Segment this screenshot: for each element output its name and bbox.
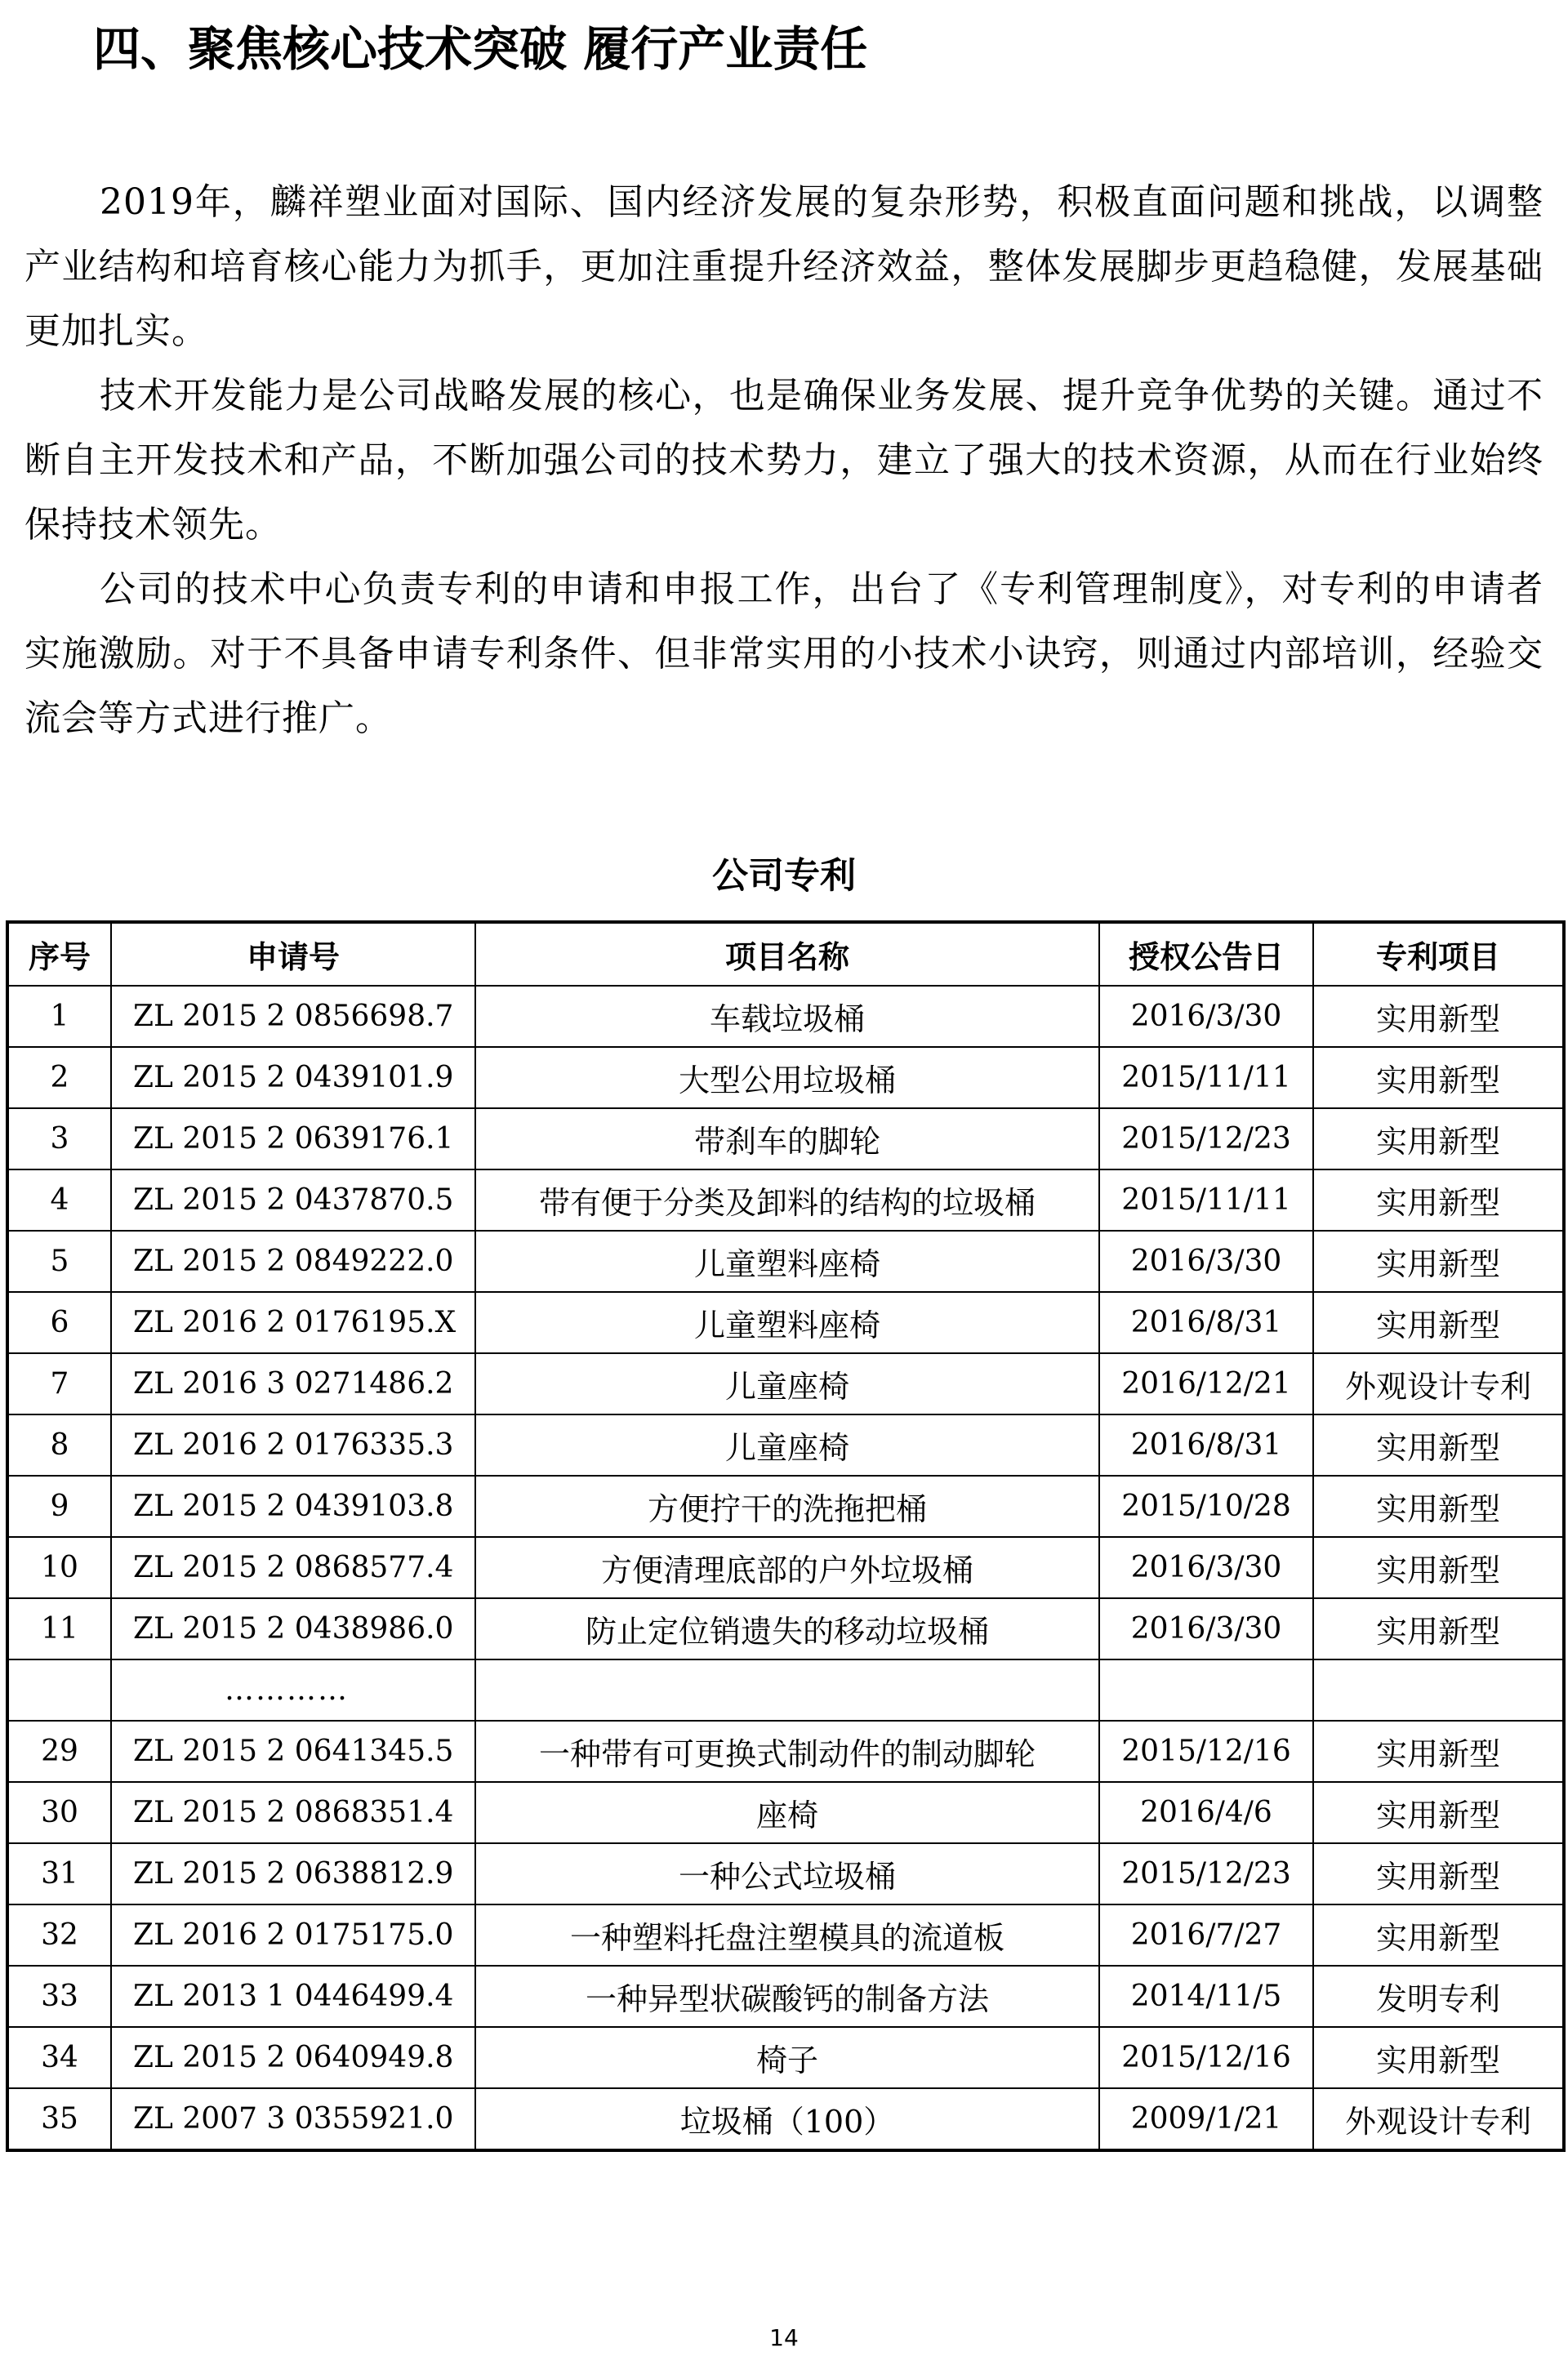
cell-grant-date: 2015/11/11 [1099,1047,1313,1108]
cell-application-number: ZL 2013 1 0446499.4 [111,1966,475,2027]
cell-application-number: ZL 2015 2 0439103.8 [111,1476,475,1537]
header-index: 序号 [7,922,111,986]
cell-patent-type: 实用新型 [1313,1721,1564,1782]
cell-index: 34 [7,2027,111,2088]
table-title: 公司专利 [712,855,856,897]
table-row [7,986,1564,1047]
cell-project-name: 儿童塑料座椅 [475,1231,1099,1292]
table-row [7,1169,1564,1231]
table-row [7,1231,1564,1292]
cell-project-name: 方便拧干的洗拖把桶 [475,1476,1099,1537]
cell-patent-type: 实用新型 [1313,1108,1564,1169]
cell-application-number: ZL 2015 2 0437870.5 [111,1169,475,1231]
cell-index: 2 [7,1047,111,1108]
cell-project-name: 儿童塑料座椅 [475,1292,1099,1353]
cell-patent-type: 实用新型 [1313,1169,1564,1231]
cell-grant-date: 2016/12/21 [1099,1353,1313,1414]
table-row [7,1414,1564,1476]
cell-patent-type: 实用新型 [1313,1904,1564,1966]
cell-grant-date: 2016/8/31 [1099,1414,1313,1476]
cell-patent-type: 实用新型 [1313,1414,1564,1476]
cell-patent-type: 实用新型 [1313,1047,1564,1108]
cell-grant-date: 2014/11/5 [1099,1966,1313,2027]
table-row [7,1966,1564,2027]
cell-grant-date: 2016/7/27 [1099,1904,1313,1966]
table-row [7,1843,1564,1904]
cell-patent-type: 实用新型 [1313,2027,1564,2088]
cell-project-name [475,1659,1099,1721]
table-row [7,1598,1564,1659]
cell-grant-date: 2015/10/28 [1099,1476,1313,1537]
body-text [24,170,1544,751]
cell-application-number: ZL 2015 2 0868351.4 [111,1782,475,1843]
cell-index [7,1659,111,1721]
table-row [7,2088,1564,2150]
section-heading: 四、聚焦核心技术突破 履行产业责任 [93,21,868,77]
cell-project-name: 大型公用垃圾桶 [475,1047,1099,1108]
cell-grant-date: 2016/8/31 [1099,1292,1313,1353]
cell-grant-date: 2015/12/23 [1099,1843,1313,1904]
header-grant-date: 授权公告日 [1099,922,1313,986]
cell-project-name: 一种公式垃圾桶 [475,1843,1099,1904]
cell-index: 35 [7,2088,111,2150]
cell-project-name: 一种异型状碳酸钙的制备方法 [475,1966,1099,2027]
cell-application-number: ZL 2015 2 0639176.1 [111,1108,475,1169]
cell-index: 1 [7,986,111,1047]
cell-patent-type: 实用新型 [1313,1598,1564,1659]
cell-project-name: 垃圾桶（100） [475,2088,1099,2150]
cell-grant-date [1099,1659,1313,1721]
cell-index: 7 [7,1353,111,1414]
table-row [7,1721,1564,1782]
cell-patent-type: 实用新型 [1313,1476,1564,1537]
cell-index: 10 [7,1537,111,1598]
cell-grant-date: 2015/11/11 [1099,1169,1313,1231]
cell-grant-date: 2016/3/30 [1099,1537,1313,1598]
header-project-name: 项目名称 [475,922,1099,986]
cell-grant-date: 2009/1/21 [1099,2088,1313,2150]
cell-application-number: ZL 2015 2 0868577.4 [111,1537,475,1598]
paragraph-technology: 技术开发能力是公司战略发展的核心，也是确保业务发展、提升竞争优势的关键。通过不断自主开发技术和产品，不断加强公司的技术势力，建立了强大的技术资源，从而在行业始终保持技术领先。 [24,375,1544,546]
cell-application-number: ZL 2015 2 0849222.0 [111,1231,475,1292]
ellipsis-cell: ………… [111,1659,475,1721]
cell-application-number: ZL 2015 2 0638812.9 [111,1843,475,1904]
cell-index: 8 [7,1414,111,1476]
cell-patent-type: 实用新型 [1313,1231,1564,1292]
header-patent-type: 专利项目 [1313,922,1564,986]
ellipsis-row [7,1659,1564,1721]
cell-index: 5 [7,1231,111,1292]
table-row [7,1353,1564,1414]
cell-project-name: 座椅 [475,1782,1099,1843]
cell-index: 3 [7,1108,111,1169]
cell-index: 30 [7,1782,111,1843]
cell-project-name: 一种塑料托盘注塑模具的流道板 [475,1904,1099,1966]
cell-patent-type: 实用新型 [1313,986,1564,1047]
cell-application-number: ZL 2016 2 0176335.3 [111,1414,475,1476]
patent-table [6,920,1566,2152]
cell-index: 11 [7,1598,111,1659]
cell-patent-type: 实用新型 [1313,1782,1564,1843]
cell-application-number: ZL 2007 3 0355921.0 [111,2088,475,2150]
cell-project-name: 方便清理底部的户外垃圾桶 [475,1537,1099,1598]
cell-grant-date: 2016/3/30 [1099,1231,1313,1292]
cell-project-name: 带有便于分类及卸料的结构的垃圾桶 [475,1169,1099,1231]
cell-application-number: ZL 2015 2 0438986.0 [111,1598,475,1659]
cell-patent-type: 实用新型 [1313,1843,1564,1904]
cell-grant-date: 2015/12/23 [1099,1108,1313,1169]
cell-application-number: ZL 2016 2 0175175.0 [111,1904,475,1966]
cell-project-name: 一种带有可更换式制动件的制动脚轮 [475,1721,1099,1782]
cell-grant-date: 2016/3/30 [1099,1598,1313,1659]
table-row [7,1108,1564,1169]
page-number: 14 [769,2324,799,2351]
cell-project-name: 椅子 [475,2027,1099,2088]
cell-application-number: ZL 2015 2 0640949.8 [111,2027,475,2088]
cell-project-name: 儿童座椅 [475,1414,1099,1476]
cell-grant-date: 2015/12/16 [1099,1721,1313,1782]
cell-index: 6 [7,1292,111,1353]
table-row [7,1782,1564,1843]
header-application-number: 申请号 [111,922,475,986]
cell-grant-date: 2016/4/6 [1099,1782,1313,1843]
cell-application-number: ZL 2015 2 0856698.7 [111,986,475,1047]
cell-project-name: 车载垃圾桶 [475,986,1099,1047]
cell-project-name: 带刹车的脚轮 [475,1108,1099,1169]
cell-index: 29 [7,1721,111,1782]
cell-patent-type: 外观设计专利 [1313,2088,1564,2150]
cell-index: 9 [7,1476,111,1537]
cell-project-name: 防止定位销遗失的移动垃圾桶 [475,1598,1099,1659]
cell-index: 31 [7,1843,111,1904]
table-row [7,1047,1564,1108]
table-row [7,1476,1564,1537]
cell-patent-type [1313,1659,1564,1721]
cell-application-number: ZL 2016 2 0176195.X [111,1292,475,1353]
table-row [7,1292,1564,1353]
table-row [7,1904,1564,1966]
cell-project-name: 儿童座椅 [475,1353,1099,1414]
cell-patent-type: 外观设计专利 [1313,1353,1564,1414]
cell-application-number: ZL 2015 2 0641345.5 [111,1721,475,1782]
cell-patent-type: 实用新型 [1313,1537,1564,1598]
paragraph-overview: 2019年，麟祥塑业面对国际、国内经济发展的复杂形势，积极直面问题和挑战，以调整产业结构和培育核心能力为抓手，更加注重提升经济效益，整体发展脚步更趋稳健，发展基础更加扎实。 [24,181,1544,352]
cell-application-number: ZL 2015 2 0439101.9 [111,1047,475,1108]
cell-index: 32 [7,1904,111,1966]
table-row [7,1537,1564,1598]
cell-patent-type: 发明专利 [1313,1966,1564,2027]
cell-index: 4 [7,1169,111,1231]
table-header-row [7,922,1564,986]
cell-index: 33 [7,1966,111,2027]
paragraph-patent-policy: 公司的技术中心负责专利的申请和申报工作，出台了《专利管理制度》，对专利的申请者实施激励。对于不具备申请专利条件、但非常实用的小技术小诀窍，则通过内部培训，经验交流会等方式进行推广。 [24,568,1544,739]
table-row [7,2027,1564,2088]
cell-grant-date: 2016/3/30 [1099,986,1313,1047]
cell-grant-date: 2015/12/16 [1099,2027,1313,2088]
cell-application-number: ZL 2016 3 0271486.2 [111,1353,475,1414]
cell-patent-type: 实用新型 [1313,1292,1564,1353]
